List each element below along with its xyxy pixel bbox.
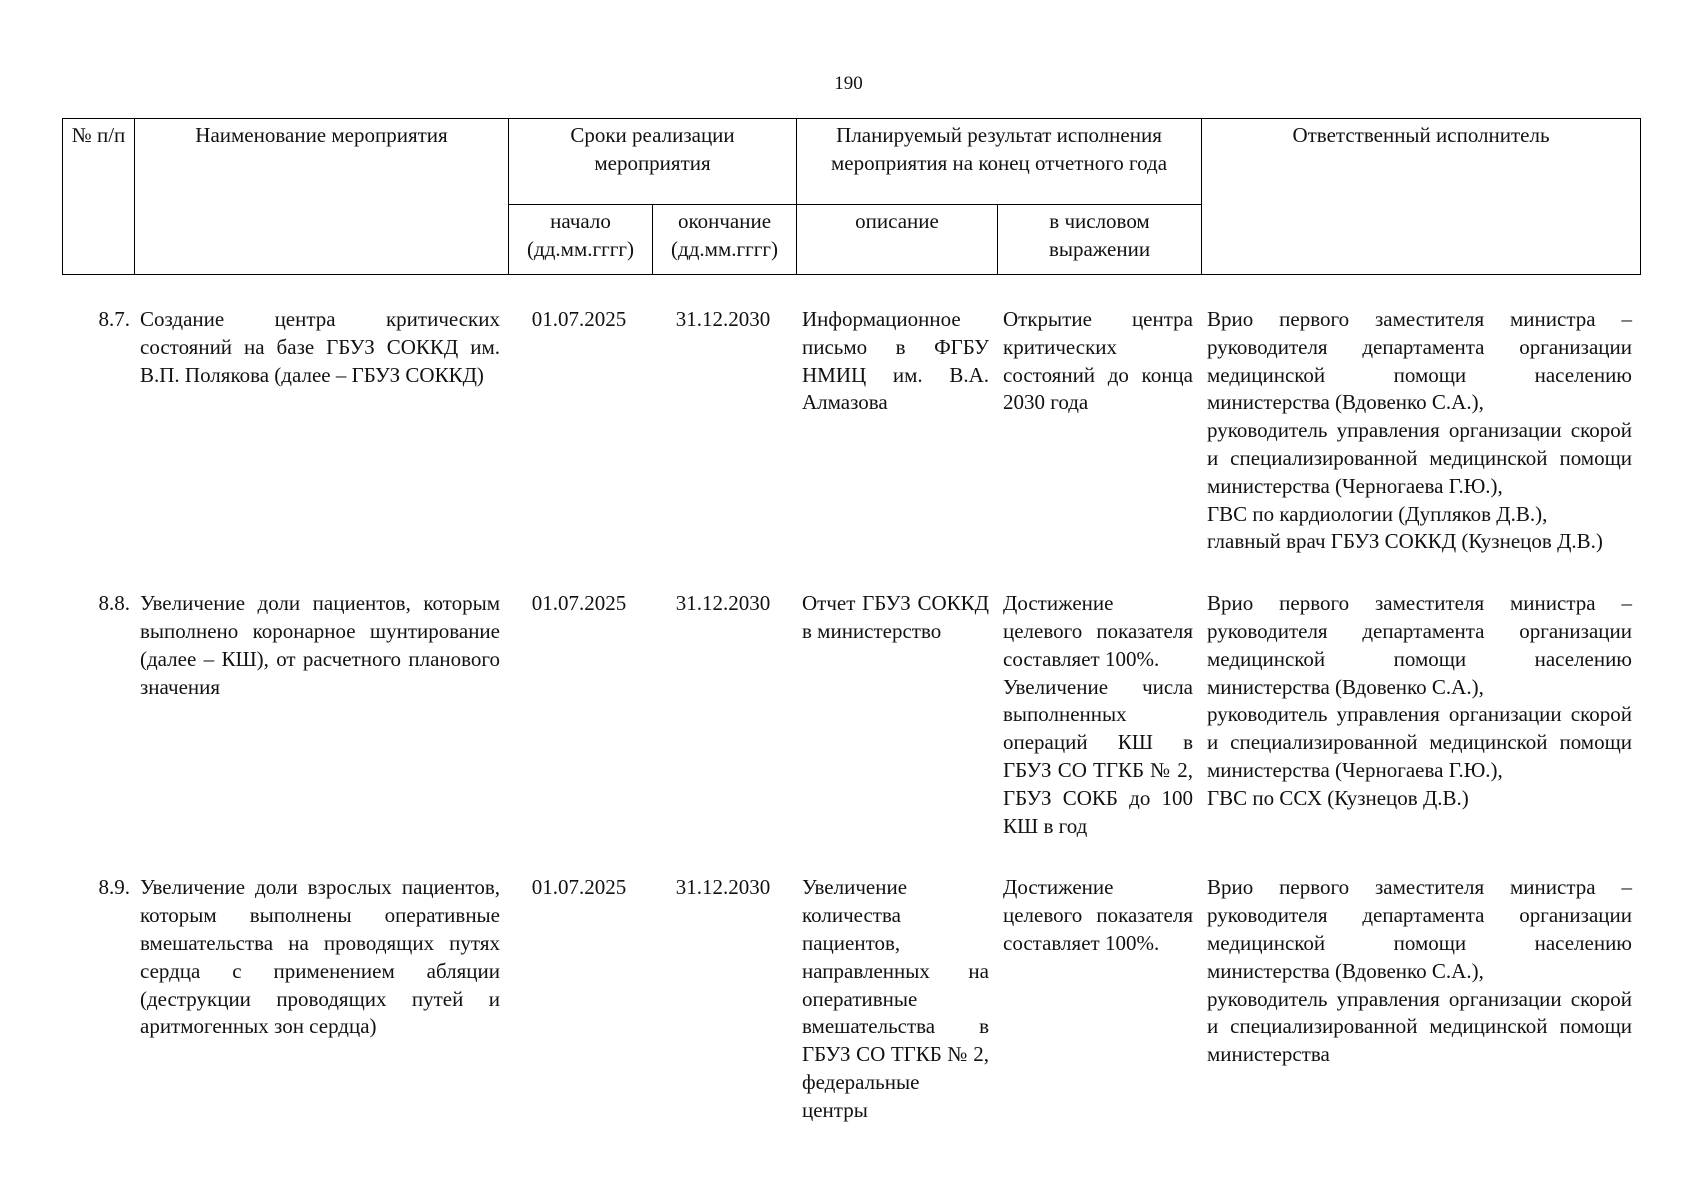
row-description: Отчет ГБУЗ СОККД в министерство: [802, 591, 989, 643]
row-number: 8.7.: [98, 307, 130, 331]
table-row: [62, 306, 1640, 556]
row-numeric: Открытие центра критических состояний до конца 2030 года: [1003, 307, 1193, 415]
header-terms: Сроки реализации мероприятия: [509, 119, 797, 205]
responsible-line: Врио первого заместителя министра – руководителя департамента организации медицинской помощи населению министерства (Вдовенко С.А.),: [1207, 591, 1632, 699]
row-end-date: 31.12.2030: [675, 307, 771, 331]
table-row: [62, 874, 1640, 1124]
header-numeric: в числовом выражении: [998, 205, 1202, 275]
row-responsible: [1201, 590, 1640, 840]
row-start-date: 01.07.2025: [531, 591, 627, 616]
row-name: Увеличение доли взрослых пациентов, которым выполнены оперативные вмешательства на проводящих путях сердца с применением абляции (деструкции проводящих путей и аритмогенных зон сердца): [140, 875, 500, 1039]
row-numeric: [997, 590, 1201, 840]
row-end-date: 31.12.2030: [675, 591, 771, 616]
responsible-line: Врио первого заместителя министра – руководителя департамента организации медицинской помощи населению министерства (Вдовенко С.А.),: [1207, 307, 1632, 415]
row-name: Увеличение доли пациентов, которым выполнено коронарное шунтирование (далее – КШ), от расчетного планового значения: [140, 591, 500, 699]
responsible-line: ГВС по ССХ (Кузнецов Д.В.): [1207, 785, 1469, 810]
header-start: начало (дд.мм.гггг): [509, 205, 653, 275]
row-name: Создание центра критических состояний на базе ГБУЗ СОККД им. В.П. Полякова (далее – ГБУЗ СОККД): [140, 307, 500, 387]
header-end: окончание (дд.мм.гггг): [653, 205, 797, 275]
responsible-line: главный врач ГБУЗ СОККД (Кузнецов Д.В.): [1207, 529, 1603, 554]
row-description: Информационное письмо в ФГБУ НМИЦ им. В.А. Алмазова: [802, 307, 989, 415]
header-name: Наименование мероприятия: [135, 119, 509, 275]
row-start-date: 01.07.2025: [531, 307, 627, 331]
page-number: 190: [834, 73, 863, 94]
responsible-line: руководитель управления организации скорой и специализированной медицинской помощи министерства (Черногаева Г.Ю.),: [1207, 702, 1632, 782]
header-description: описание: [797, 205, 998, 275]
table-body: [62, 306, 1640, 1125]
row-description: Увеличение количества пациентов, направленных на оперативные вмешательства в ГБУЗ СО ТГКБ № 2, федеральные центры: [802, 875, 989, 1122]
responsible-line: руководитель управления организации скорой и специализированной медицинской помощи министерства (Черногаева Г.Ю.),: [1207, 418, 1632, 498]
numeric-line: Достижение целевого показателя составляет 100%.: [1003, 591, 1193, 671]
responsible-line: руководитель управления организации скорой и специализированной медицинской помощи министерства: [1207, 986, 1632, 1067]
row-number: 8.8.: [98, 591, 130, 616]
header-responsible: Ответственный исполнитель: [1202, 119, 1641, 275]
responsible-line: ГВС по кардиологии (Дупляков Д.В.),: [1207, 501, 1548, 526]
row-number: 8.9.: [98, 875, 130, 900]
row-start-date: 01.07.2025: [531, 875, 627, 900]
numeric-line: Увеличение числа выполненных операций КШ в ГБУЗ СО ТГКБ № 2, ГБУЗ СОКБ до 100 КШ в год: [1003, 674, 1193, 838]
header-number: № п/п: [63, 119, 135, 275]
table-header: [62, 118, 1641, 275]
responsible-line: Врио первого заместителя министра – руководителя департамента организации медицинской помощи населению министерства (Вдовенко С.А.),: [1207, 875, 1632, 983]
row-responsible: [1201, 306, 1640, 556]
table-row: [62, 590, 1640, 840]
row-responsible: [1201, 874, 1640, 1124]
row-numeric: Достижение целевого показателя составляет 100%.: [1003, 875, 1193, 955]
row-end-date: 31.12.2030: [675, 875, 771, 900]
header-result: Планируемый результат исполнения мероприятия на конец отчетного года: [797, 119, 1202, 205]
